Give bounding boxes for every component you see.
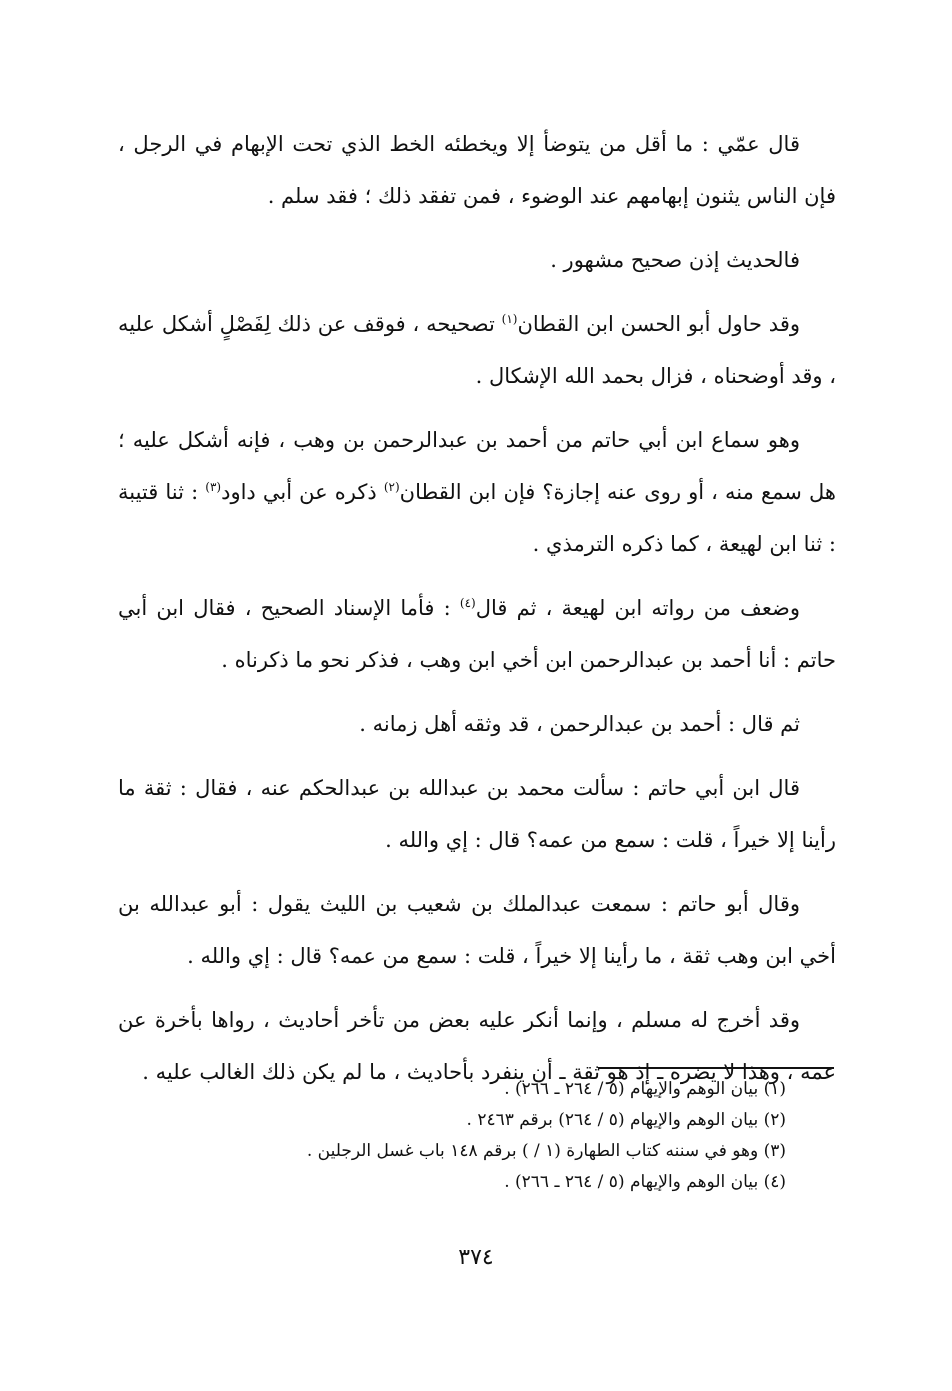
footnote-marker: (٤) — [459, 596, 476, 610]
text-run: ثم قال : أحمد بن عبدالرحمن ، قد وثقه أهل زمانه . — [359, 712, 800, 736]
text-run: وضعف من رواته ابن لهيعة ، ثم قال — [475, 596, 800, 620]
paragraph — [118, 582, 836, 686]
page-number: ٣٧٤ — [458, 1245, 494, 1270]
text-run: وهو سماع ابن أبي حاتم من أحمد بن عبدالرحمن بن وهب ، فإنه أشكل عليه ؛ هل سمع منه ، أو روى عنه إجازة؟ فإن ابن القطان — [118, 428, 836, 504]
text-run: قال عمّي : ما أقل من يتوضأ إلا ويخطئه الخط الذي تحت الإبهام في الرجل ، فإن الناس يثنون إبهامهم عند الوضوء ، فمن تفقد ذلك ؛ فقد سلم . — [118, 132, 836, 208]
paragraph — [118, 698, 836, 750]
footnote-marker: (٢) — [383, 480, 400, 494]
text-run: فالحديث إذن صحيح مشهور . — [550, 248, 800, 272]
paragraph — [118, 118, 836, 222]
text-run: وقال أبو حاتم : سمعت عبدالملك بن شعيب بن الليث يقول : أبو عبدالله بن أخي ابن وهب ثقة ، ما رأينا إلا خيراً ، قلت : سمع من عمه؟ قال : إي والله . — [118, 892, 836, 968]
text-run: وقد حاول أبو الحسن ابن القطان — [517, 312, 801, 336]
footnote-marker: (٣) — [205, 480, 222, 494]
footnote-marker: (١) — [501, 312, 518, 326]
footnote-separator — [598, 1067, 834, 1069]
paragraph — [118, 234, 836, 286]
text-run: : ثنا قتيبة : ثنا ابن لهيعة ، كما ذكره الترمذي . — [118, 480, 836, 556]
text-run: تصحيحه ، فوقف عن ذلك لِفَصْلٍ أشكل عليه ، وقد أوضحناه ، فزال بحمد الله الإشكال . — [118, 312, 836, 388]
main-text — [118, 118, 836, 1110]
text-run: قال ابن أبي حاتم : سألت محمد بن عبدالله بن عبدالحكم عنه ، فقال : ثقة ما رأينا إلا خيراً ، قلت : سمع من عمه؟ قال : إي والله . — [118, 776, 836, 852]
text-run: : فأما الإسناد الصحيح ، فقال ابن أبي حاتم : أنا أحمد بن عبدالرحمن ابن أخي ابن وهب ، فذكر نحو ما ذكرناه . — [118, 596, 836, 672]
footnote: (٢) بيان الوهم والإيهام (٥ / ٢٦٤) برقم ٢٤٦٣ . — [466, 1110, 786, 1130]
paragraph — [118, 298, 836, 402]
footnotes — [118, 1074, 786, 1198]
footnote: (١) بيان الوهم والإيهام (٥ / ٢٦٤ ـ ٢٦٦) . — [504, 1079, 786, 1099]
footnote: (٣) وهو في سننه كتاب الطهارة (١ / ) برقم ١٤٨ باب غسل الرجلين . — [306, 1141, 786, 1161]
text-run: ذكره عن أبي داود — [221, 480, 384, 504]
paragraph — [118, 414, 836, 570]
paragraph — [118, 878, 836, 982]
text-run: وقد أخرج له مسلم ، وإنما أنكر عليه بعض من تأخر أحاديث ، رواها بأخرة عن عمه ، وهذا لا يضره ـ إذ هو ثقة ـ أن ينفرد بأحاديث ، ما لم يكن ذلك الغالب عليه . — [118, 1008, 836, 1084]
footnote: (٤) بيان الوهم والإيهام (٥ / ٢٦٤ ـ ٢٦٦) . — [504, 1172, 786, 1192]
paragraph — [118, 762, 836, 866]
